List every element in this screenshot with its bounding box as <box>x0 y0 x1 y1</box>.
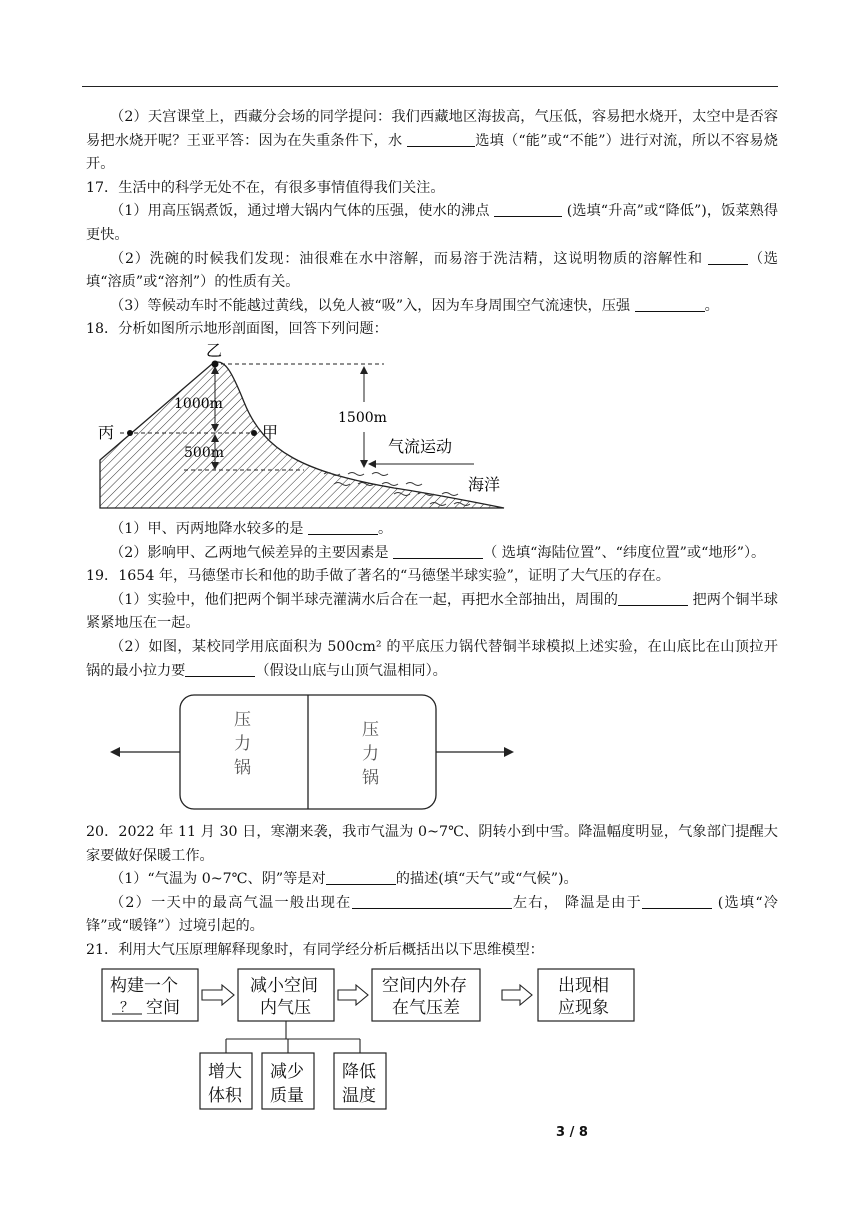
airflow-label: 气流运动 <box>388 436 453 456</box>
answer-blank[interactable] <box>326 870 396 885</box>
height-1000-label: 1000m <box>174 395 223 412</box>
answer-blank[interactable] <box>494 202 562 217</box>
sub3-line2: 温度 <box>342 1085 376 1106</box>
header-rule <box>82 86 778 87</box>
thinking-model-diagram <box>86 963 778 1115</box>
answer-blank[interactable] <box>308 520 378 535</box>
box1-blank: ？ <box>120 999 134 1016</box>
flow-arrow-1 <box>202 985 234 1005</box>
q17-part2: （2）洗碗的时候我们发现：油很难在水中溶解，而易溶于洗洁精，这说明物质的溶解性和 （选填“溶质”或“溶剂”）的性质有关。 <box>86 250 778 291</box>
box2-line1: 减小空间 <box>250 975 318 996</box>
height-1500-label: 1500m <box>338 409 387 426</box>
q18-title: 18．分析如图所示地形剖面图，回答下列问题： <box>86 321 388 338</box>
ocean-label: 海洋 <box>468 474 501 494</box>
q19-part1: （1）实验中，他们把两个铜半球壳灌满水后合在一起，再把水全部抽出，周围的 把两个铜半球紧紧地压在一起。 <box>86 591 778 632</box>
right-pot-char-2: 力 <box>362 744 379 765</box>
sub1-line2: 体积 <box>208 1085 242 1106</box>
sub1-line1: 增大 <box>208 1061 242 1082</box>
q18-part1: （1）甲、丙两地降水较多的是 。 <box>110 520 393 537</box>
left-pot-char-2: 力 <box>234 734 251 755</box>
q21-title: 21．利用大气压原理解释现象时，有同学经分析后概括出以下思维模型： <box>86 942 544 959</box>
q17-part3: （3）等候动车时不能越过黄线，以免人被“吸”入，因为车身周围空气流速快，压强 。 <box>110 297 719 314</box>
answer-blank[interactable] <box>393 544 483 559</box>
q20-title: 20．2022 年 11 月 30 日，寒潮来袭，我市气温为 0~7℃、阴转小到中雪。降温幅度明显，气象部门提醒大家要做好保暖工作。 <box>86 824 778 864</box>
q17-title: 17．生活中的科学无处不在，有很多事情值得我们关注。 <box>86 179 445 196</box>
right-point-label: 甲 <box>262 422 279 442</box>
q18-part2: （2）影响甲、乙两地气候差异的主要因素是 （ 选填“海陆位置”、“纬度位置”或“地形”）。 <box>110 544 766 561</box>
answer-blank[interactable] <box>642 894 712 909</box>
page-content <box>86 106 778 1115</box>
page-number: 3 / 8 <box>556 1125 588 1140</box>
left-pot-char-3: 锅 <box>234 758 251 779</box>
sub2-line1: 减少 <box>270 1061 304 1082</box>
answer-blank[interactable] <box>635 297 705 312</box>
answer-blank[interactable] <box>352 894 512 909</box>
answer-blank[interactable] <box>618 591 688 606</box>
mountain-profile <box>100 362 504 508</box>
sub2-line2: 质量 <box>270 1085 304 1106</box>
left-point-label: 丙 <box>98 422 115 442</box>
peak-label: 乙 <box>206 341 223 360</box>
height-500-label: 500m <box>184 444 224 461</box>
right-pot-char-1: 压 <box>362 720 379 741</box>
q19-part2: （2）如图，某校同学用底面积为 500cm² 的平底压力锅代替铜半球模拟上述实验，在山底比在山顶拉开锅的最小拉力要 （假设山底与山顶气温相同）。 <box>86 638 778 679</box>
box4-line1: 出现相 <box>558 975 609 996</box>
q20-part1: （1）“气温为 0~7℃、阴”等是对 的描述(填“天气”或“气候”)。 <box>110 871 578 888</box>
box3-line1: 空间内外存 <box>382 975 467 996</box>
flow-arrow-2 <box>338 985 368 1005</box>
answer-blank[interactable] <box>407 132 475 147</box>
left-pull-arrow <box>110 747 120 757</box>
box3-line2: 在气压差 <box>392 997 460 1018</box>
answer-blank[interactable] <box>185 662 255 677</box>
sub3-line1: 降低 <box>342 1061 376 1082</box>
pressure-cooker-figure <box>86 683 778 821</box>
box1-line1: 构建一个 <box>110 975 178 996</box>
box4-line2: 应现象 <box>558 997 609 1018</box>
q20-part2: （2）一天中的最高气温一般出现在 左右， 降温是由于 (选填“冷锋”或“暖锋”）过境引起的。 <box>86 894 778 935</box>
terrain-profile-figure <box>86 342 778 518</box>
left-pot-char-1: 压 <box>234 710 251 731</box>
q19-title: 19．1654 年，马德堡市长和他的助手做了著名的“马德堡半球实验”，证明了大气压的存在。 <box>86 568 670 585</box>
right-pot-char-3: 锅 <box>362 768 379 789</box>
box2-line2: 内气压 <box>260 997 311 1018</box>
flow-arrow-3 <box>502 985 532 1005</box>
right-pull-arrow <box>504 747 514 757</box>
q17-part1: （1）用高压锅煮饭，通过增大锅内气体的压强，使水的沸点 (选填“升高”或“降低”)，饭菜熟得更快。 <box>86 203 779 243</box>
box1-line2: 空间 <box>146 997 180 1018</box>
answer-blank[interactable] <box>708 250 748 265</box>
q16-part2: （2）天宫课堂上，西藏分会场的同学提问：我们西藏地区海拔高，气压低，容易把水烧开，太空中是否容易把水烧开呢？王亚平答：因为在失重条件下，水 选填（“能”或“不能”）进行对流，所以不容易烧开。 <box>86 109 778 173</box>
